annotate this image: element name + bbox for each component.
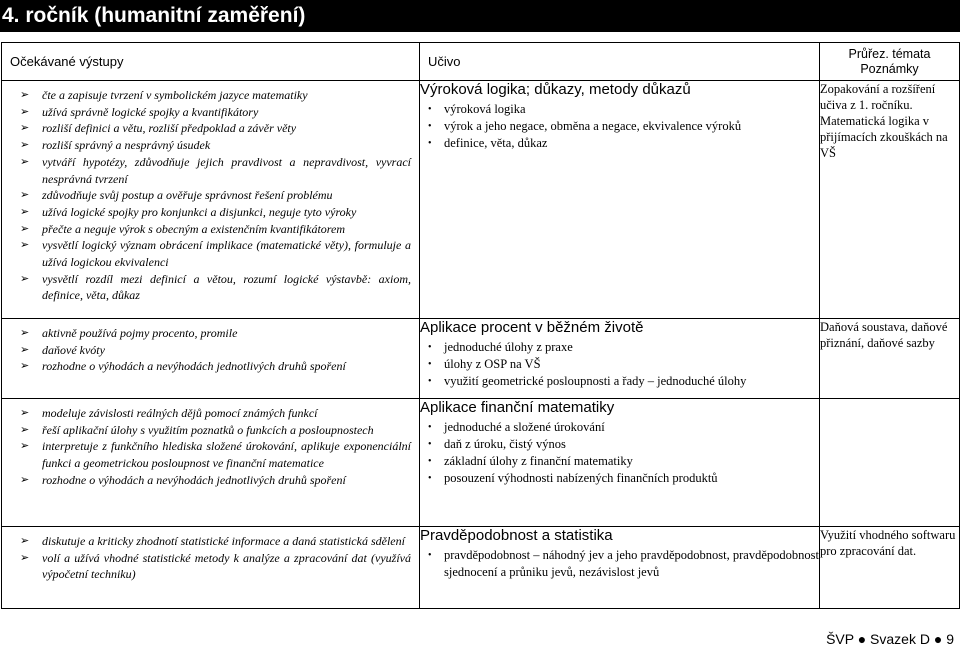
list-item: • pravděpodobnost – náhodný jev a jeho pravděpodobnost, pravděpodobnost sjednocení a průniku jevů, nezávislost jevů bbox=[428, 548, 819, 579]
list-item: ➢ rozhodne o výhodách a nevýhodách jednotlivých druhů spoření bbox=[20, 359, 346, 374]
list-item: ➢ interpretuje z funkčního hlediska složené úrokování, aplikuje exponenciální funkci a geometrickou posloupnost ve finanční matematice bbox=[20, 439, 411, 471]
header-themes-line1: Průřez. témata bbox=[848, 46, 931, 61]
list-item: ➢ modeluje závislosti reálných dějů pomocí známých funkcí bbox=[20, 406, 318, 420]
dot-bullet-icon: • bbox=[428, 550, 432, 561]
units-list bbox=[420, 339, 819, 390]
note-cell bbox=[820, 399, 960, 527]
note-cell: Využití vhodného softwaru pro zpracování dat. bbox=[820, 527, 960, 609]
arrow-bullet-icon: ➢ bbox=[20, 205, 30, 218]
curriculum-cell bbox=[420, 319, 820, 399]
header-outcomes: Očekávané výstupy bbox=[2, 43, 420, 81]
page-title: 4. ročník (humanitní zaměření) bbox=[0, 0, 960, 32]
list-item: • jednoduché a složené úrokování bbox=[428, 420, 605, 434]
arrow-bullet-icon: ➢ bbox=[20, 122, 30, 135]
units-list bbox=[420, 547, 819, 581]
arrow-bullet-icon: ➢ bbox=[20, 343, 30, 356]
arrow-bullet-icon: ➢ bbox=[20, 239, 30, 252]
list-item: ➢ rozliší definici a větu, rozliší předpoklad a závěr věty bbox=[20, 121, 297, 136]
dot-bullet-icon: • bbox=[428, 473, 432, 484]
table-row bbox=[2, 319, 960, 399]
list-item: ➢ aktivně používá pojmy procento, promile bbox=[20, 326, 238, 340]
outcomes-list bbox=[2, 527, 419, 583]
header-themes-line2: Poznámky bbox=[860, 61, 919, 76]
list-item: ➢ vysvětlí rozdíl mezi definicí a větou, rozumí logické výstavbě: axiom, definice, věta, důkaz bbox=[20, 271, 411, 303]
units-list bbox=[420, 101, 819, 152]
list-item: • využití geometrické posloupnosti a řady – jednoduché úlohy bbox=[428, 374, 747, 388]
list-item: ➢ diskutuje a kriticky zhodnotí statistické informace a daná statistická sdělení bbox=[20, 534, 405, 548]
list-item: ➢ vytváří hypotézy, zdůvodňuje jejich pravdivost a nepravdivost, vyvrací nesprávná tvrzení bbox=[20, 154, 411, 186]
arrow-bullet-icon: ➢ bbox=[20, 407, 30, 419]
dot-bullet-icon: • bbox=[428, 439, 432, 450]
list-item: ➢ užívá logické spojky pro konjunkci a disjunkci, neguje tyto výroky bbox=[20, 204, 357, 219]
table-header-row bbox=[2, 43, 960, 81]
curriculum-cell bbox=[420, 399, 820, 527]
list-item: ➢ přečte a neguje výrok s obecným a existenčním kvantifikátorem bbox=[20, 221, 345, 236]
arrow-bullet-icon: ➢ bbox=[20, 272, 30, 285]
arrow-bullet-icon: ➢ bbox=[20, 473, 30, 486]
outcomes-list bbox=[2, 81, 419, 304]
arrow-bullet-icon: ➢ bbox=[20, 423, 30, 436]
list-item: • definice, věta, důkaz bbox=[428, 136, 548, 150]
page-footer: ŠVP ● Svazek D ● 9 bbox=[826, 631, 954, 647]
table-row bbox=[2, 81, 960, 319]
table-row bbox=[2, 399, 960, 527]
dot-bullet-icon: • bbox=[428, 138, 432, 149]
outcomes-cell bbox=[2, 319, 420, 399]
topic-heading: Výroková logika; důkazy, metody důkazů bbox=[420, 81, 691, 98]
list-item: ➢ řeší aplikační úlohy s využitím poznatků o funkcích a posloupnostech bbox=[20, 422, 374, 437]
dot-bullet-icon: • bbox=[428, 456, 432, 467]
curriculum-cell bbox=[420, 81, 820, 319]
list-item: ➢ užívá správně logické spojky a kvantifikátory bbox=[20, 104, 259, 119]
arrow-bullet-icon: ➢ bbox=[20, 155, 30, 168]
list-item: ➢ rozliší správný a nesprávný úsudek bbox=[20, 138, 211, 153]
outcomes-list bbox=[2, 319, 419, 375]
arrow-bullet-icon: ➢ bbox=[20, 89, 30, 101]
outcomes-cell bbox=[2, 527, 420, 609]
list-item: ➢ čte a zapisuje tvrzení v symbolickém jazyce matematiky bbox=[20, 88, 308, 102]
topic-heading: Aplikace procent v běžném životě bbox=[420, 319, 644, 336]
arrow-bullet-icon: ➢ bbox=[20, 440, 30, 453]
list-item: • výroková logika bbox=[428, 102, 526, 116]
units-list bbox=[420, 419, 819, 487]
list-item: • daň z úroku, čistý výnos bbox=[428, 437, 566, 451]
list-item: ➢ rozhodne o výhodách a nevýhodách jednotlivých druhů spoření bbox=[20, 472, 346, 487]
note-cell: Zopakování a rozšíření učiva z 1. ročníku. Matematická logika v přijímacích zkouškách na VŠ bbox=[820, 81, 960, 319]
list-item: ➢ volí a užívá vhodné statistické metody k analýze a zpracování dat (využívá výpočetní techniku) bbox=[20, 550, 411, 582]
header-themes bbox=[820, 43, 960, 81]
arrow-bullet-icon: ➢ bbox=[20, 327, 30, 339]
arrow-bullet-icon: ➢ bbox=[20, 189, 30, 202]
arrow-bullet-icon: ➢ bbox=[20, 139, 30, 152]
dot-bullet-icon: • bbox=[428, 121, 432, 132]
dot-bullet-icon: • bbox=[428, 359, 432, 370]
topic-heading: Pravděpodobnost a statistika bbox=[420, 527, 613, 544]
dot-bullet-icon: • bbox=[428, 342, 432, 353]
list-item: ➢ vysvětlí logický význam obrácení implikace (matematické věty), formuluje a užívá logickou ekvivalenci bbox=[20, 238, 411, 270]
arrow-bullet-icon: ➢ bbox=[20, 222, 30, 235]
list-item: ➢ zdůvodňuje svůj postup a ověřuje správnost řešení problému bbox=[20, 188, 333, 203]
list-item: • základní úlohy z finanční matematiky bbox=[428, 454, 633, 468]
dot-bullet-icon: • bbox=[428, 104, 432, 115]
arrow-bullet-icon: ➢ bbox=[20, 105, 30, 118]
list-item: • posouzení výhodnosti nabízených finančních produktů bbox=[428, 471, 718, 485]
dot-bullet-icon: • bbox=[428, 422, 432, 433]
list-item: • výrok a jeho negace, obměna a negace, ekvivalence výroků bbox=[428, 119, 742, 133]
list-item: • úlohy z OSP na VŠ bbox=[428, 357, 541, 371]
outcomes-cell bbox=[2, 81, 420, 319]
header-curriculum: Učivo bbox=[420, 43, 820, 81]
outcomes-list bbox=[2, 399, 419, 489]
note-cell: Daňová soustava, daňové přiznání, daňové sazby bbox=[820, 319, 960, 399]
list-item: • jednoduché úlohy z praxe bbox=[428, 340, 573, 354]
outcomes-cell bbox=[2, 399, 420, 527]
arrow-bullet-icon: ➢ bbox=[20, 551, 30, 564]
list-item: ➢ daňové kvóty bbox=[20, 342, 105, 357]
curriculum-table bbox=[1, 42, 960, 609]
table-row bbox=[2, 527, 960, 609]
dot-bullet-icon: • bbox=[428, 376, 432, 387]
topic-heading: Aplikace finanční matematiky bbox=[420, 399, 615, 416]
curriculum-cell bbox=[420, 527, 820, 609]
arrow-bullet-icon: ➢ bbox=[20, 360, 30, 373]
arrow-bullet-icon: ➢ bbox=[20, 535, 30, 547]
